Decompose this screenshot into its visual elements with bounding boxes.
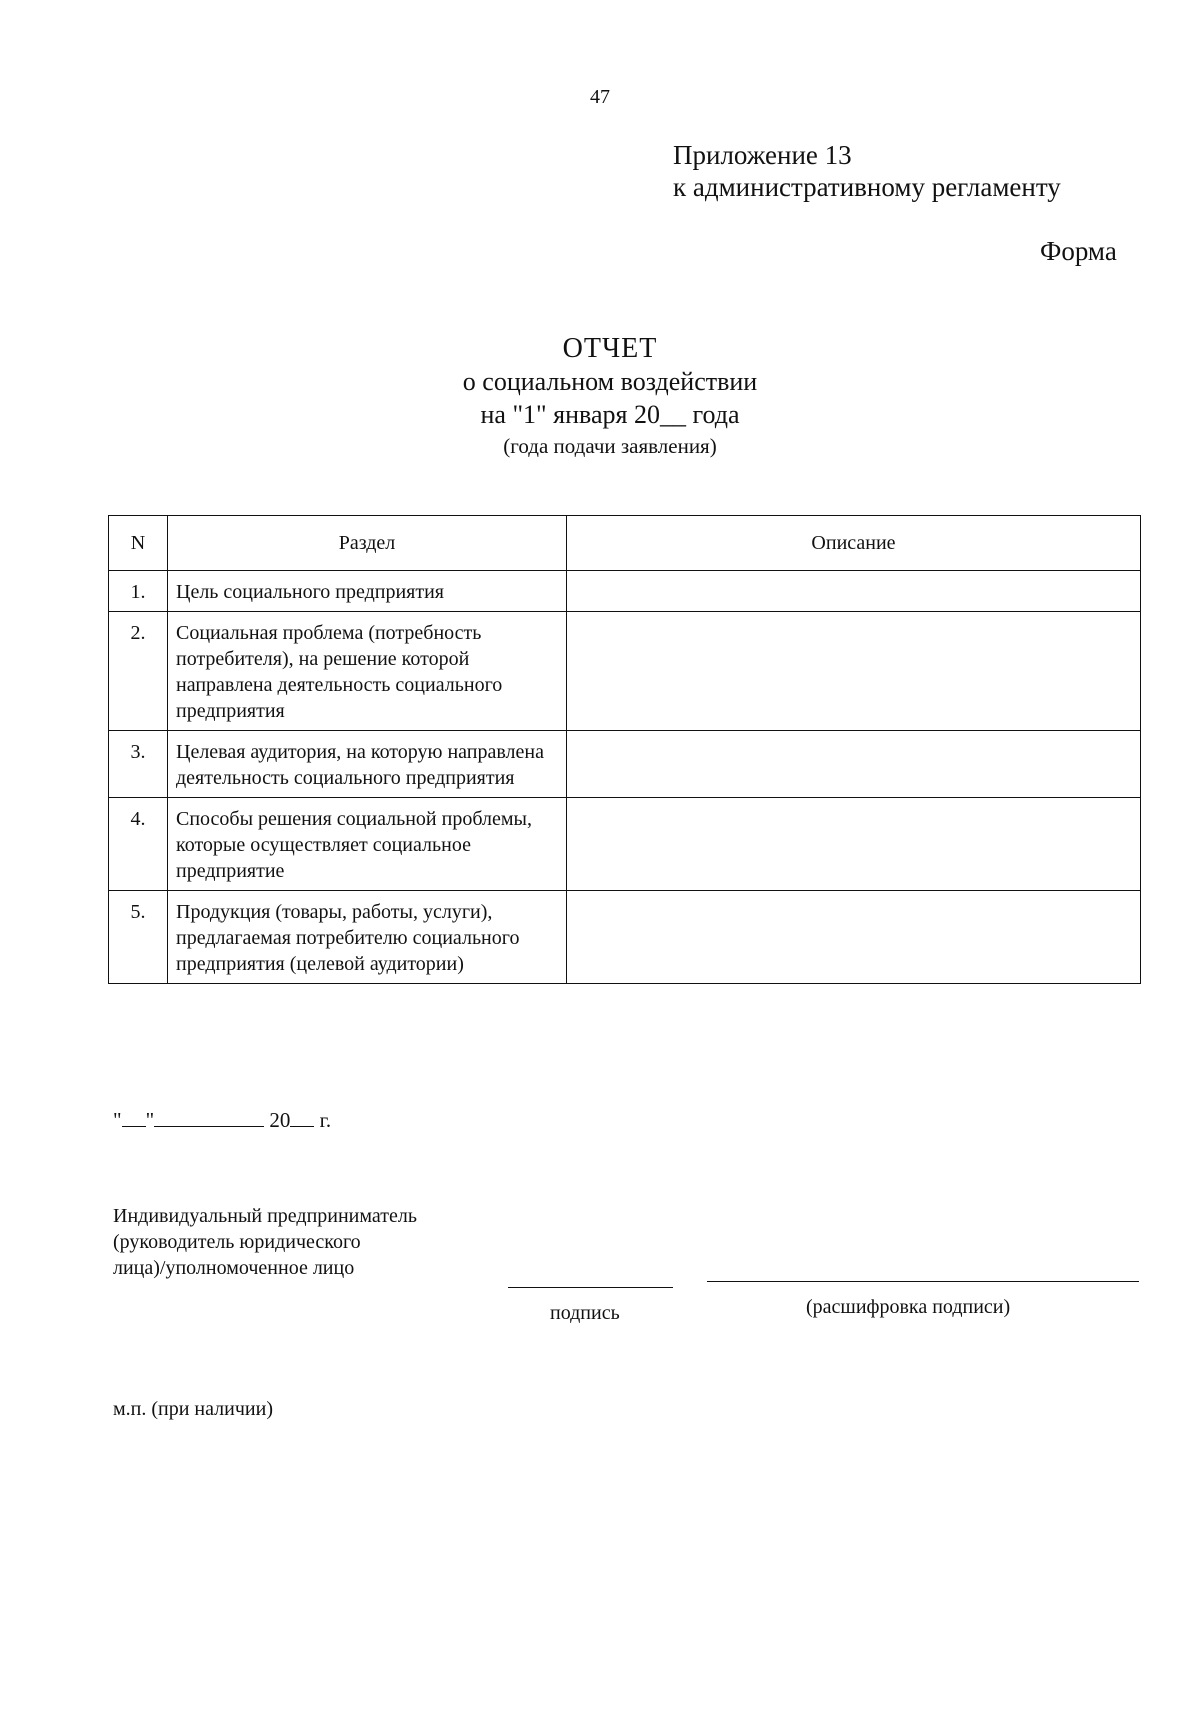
signature-decoding-label: (расшифровка подписи) — [806, 1296, 1011, 1318]
year-blank[interactable] — [290, 1126, 314, 1127]
signer-line-2: (руководитель юридического — [113, 1231, 361, 1253]
row-number: 2. — [109, 612, 168, 731]
seal-label: м.п. (при наличии) — [113, 1398, 273, 1420]
date-close-quote: " — [145, 1108, 155, 1132]
page-number: 47 — [590, 86, 610, 108]
report-date-note: (года подачи заявления) — [503, 434, 717, 458]
row-section: Способы решения социальной проблемы, которые осуществляет социальное предприятие — [168, 798, 567, 891]
row-section: Целевая аудитория, на которую направлена деятельность социального предприятия — [168, 731, 567, 798]
signature-line[interactable] — [508, 1287, 673, 1288]
appendix-title: Приложение 13 — [673, 140, 852, 170]
table-row — [109, 731, 1141, 798]
form-label: Форма — [1040, 236, 1117, 266]
report-subtitle: о социальном воздействии — [462, 367, 758, 396]
date-open-quote: " — [113, 1108, 122, 1132]
column-header-description: Описание — [567, 516, 1141, 571]
signer-line-3: лица)/уполномоченное лицо — [113, 1257, 355, 1279]
year-suffix: г. — [319, 1108, 332, 1132]
date-line — [113, 1108, 331, 1133]
column-header-n: N — [109, 516, 168, 571]
signer-line-1: Индивидуальный предприниматель — [113, 1205, 417, 1227]
row-section: Продукция (товары, работы, услуги), предлагаемая потребителю социального предприятия (целевой аудитории) — [168, 891, 567, 984]
appendix-subtitle: к административному регламенту — [673, 172, 1061, 202]
column-header-section: Раздел — [168, 516, 567, 571]
table-row — [109, 798, 1141, 891]
table-row — [109, 891, 1141, 984]
report-title: ОТЧЕТ — [562, 333, 658, 364]
signer-title — [113, 1203, 513, 1281]
table-header-row — [109, 516, 1141, 571]
signature-decoding-line[interactable] — [707, 1281, 1139, 1282]
row-description-field[interactable] — [567, 891, 1141, 984]
table-row — [109, 571, 1141, 612]
report-table — [108, 515, 1141, 984]
row-description-field[interactable] — [567, 612, 1141, 731]
row-number: 4. — [109, 798, 168, 891]
row-description-field[interactable] — [567, 731, 1141, 798]
month-blank[interactable] — [154, 1126, 264, 1127]
row-number: 5. — [109, 891, 168, 984]
row-section: Цель социального предприятия — [168, 571, 567, 612]
table-row — [109, 612, 1141, 731]
day-blank[interactable] — [122, 1126, 146, 1127]
row-description-field[interactable] — [567, 798, 1141, 891]
year-prefix: 20 — [269, 1108, 291, 1132]
report-date-line: на "1" января 20__ года — [480, 400, 740, 429]
row-section: Социальная проблема (потребность потребителя), на решение которой направлена деятельность социального предприятия — [168, 612, 567, 731]
row-number: 1. — [109, 571, 168, 612]
row-number: 3. — [109, 731, 168, 798]
row-description-field[interactable] — [567, 571, 1141, 612]
signature-label: подпись — [550, 1302, 620, 1324]
